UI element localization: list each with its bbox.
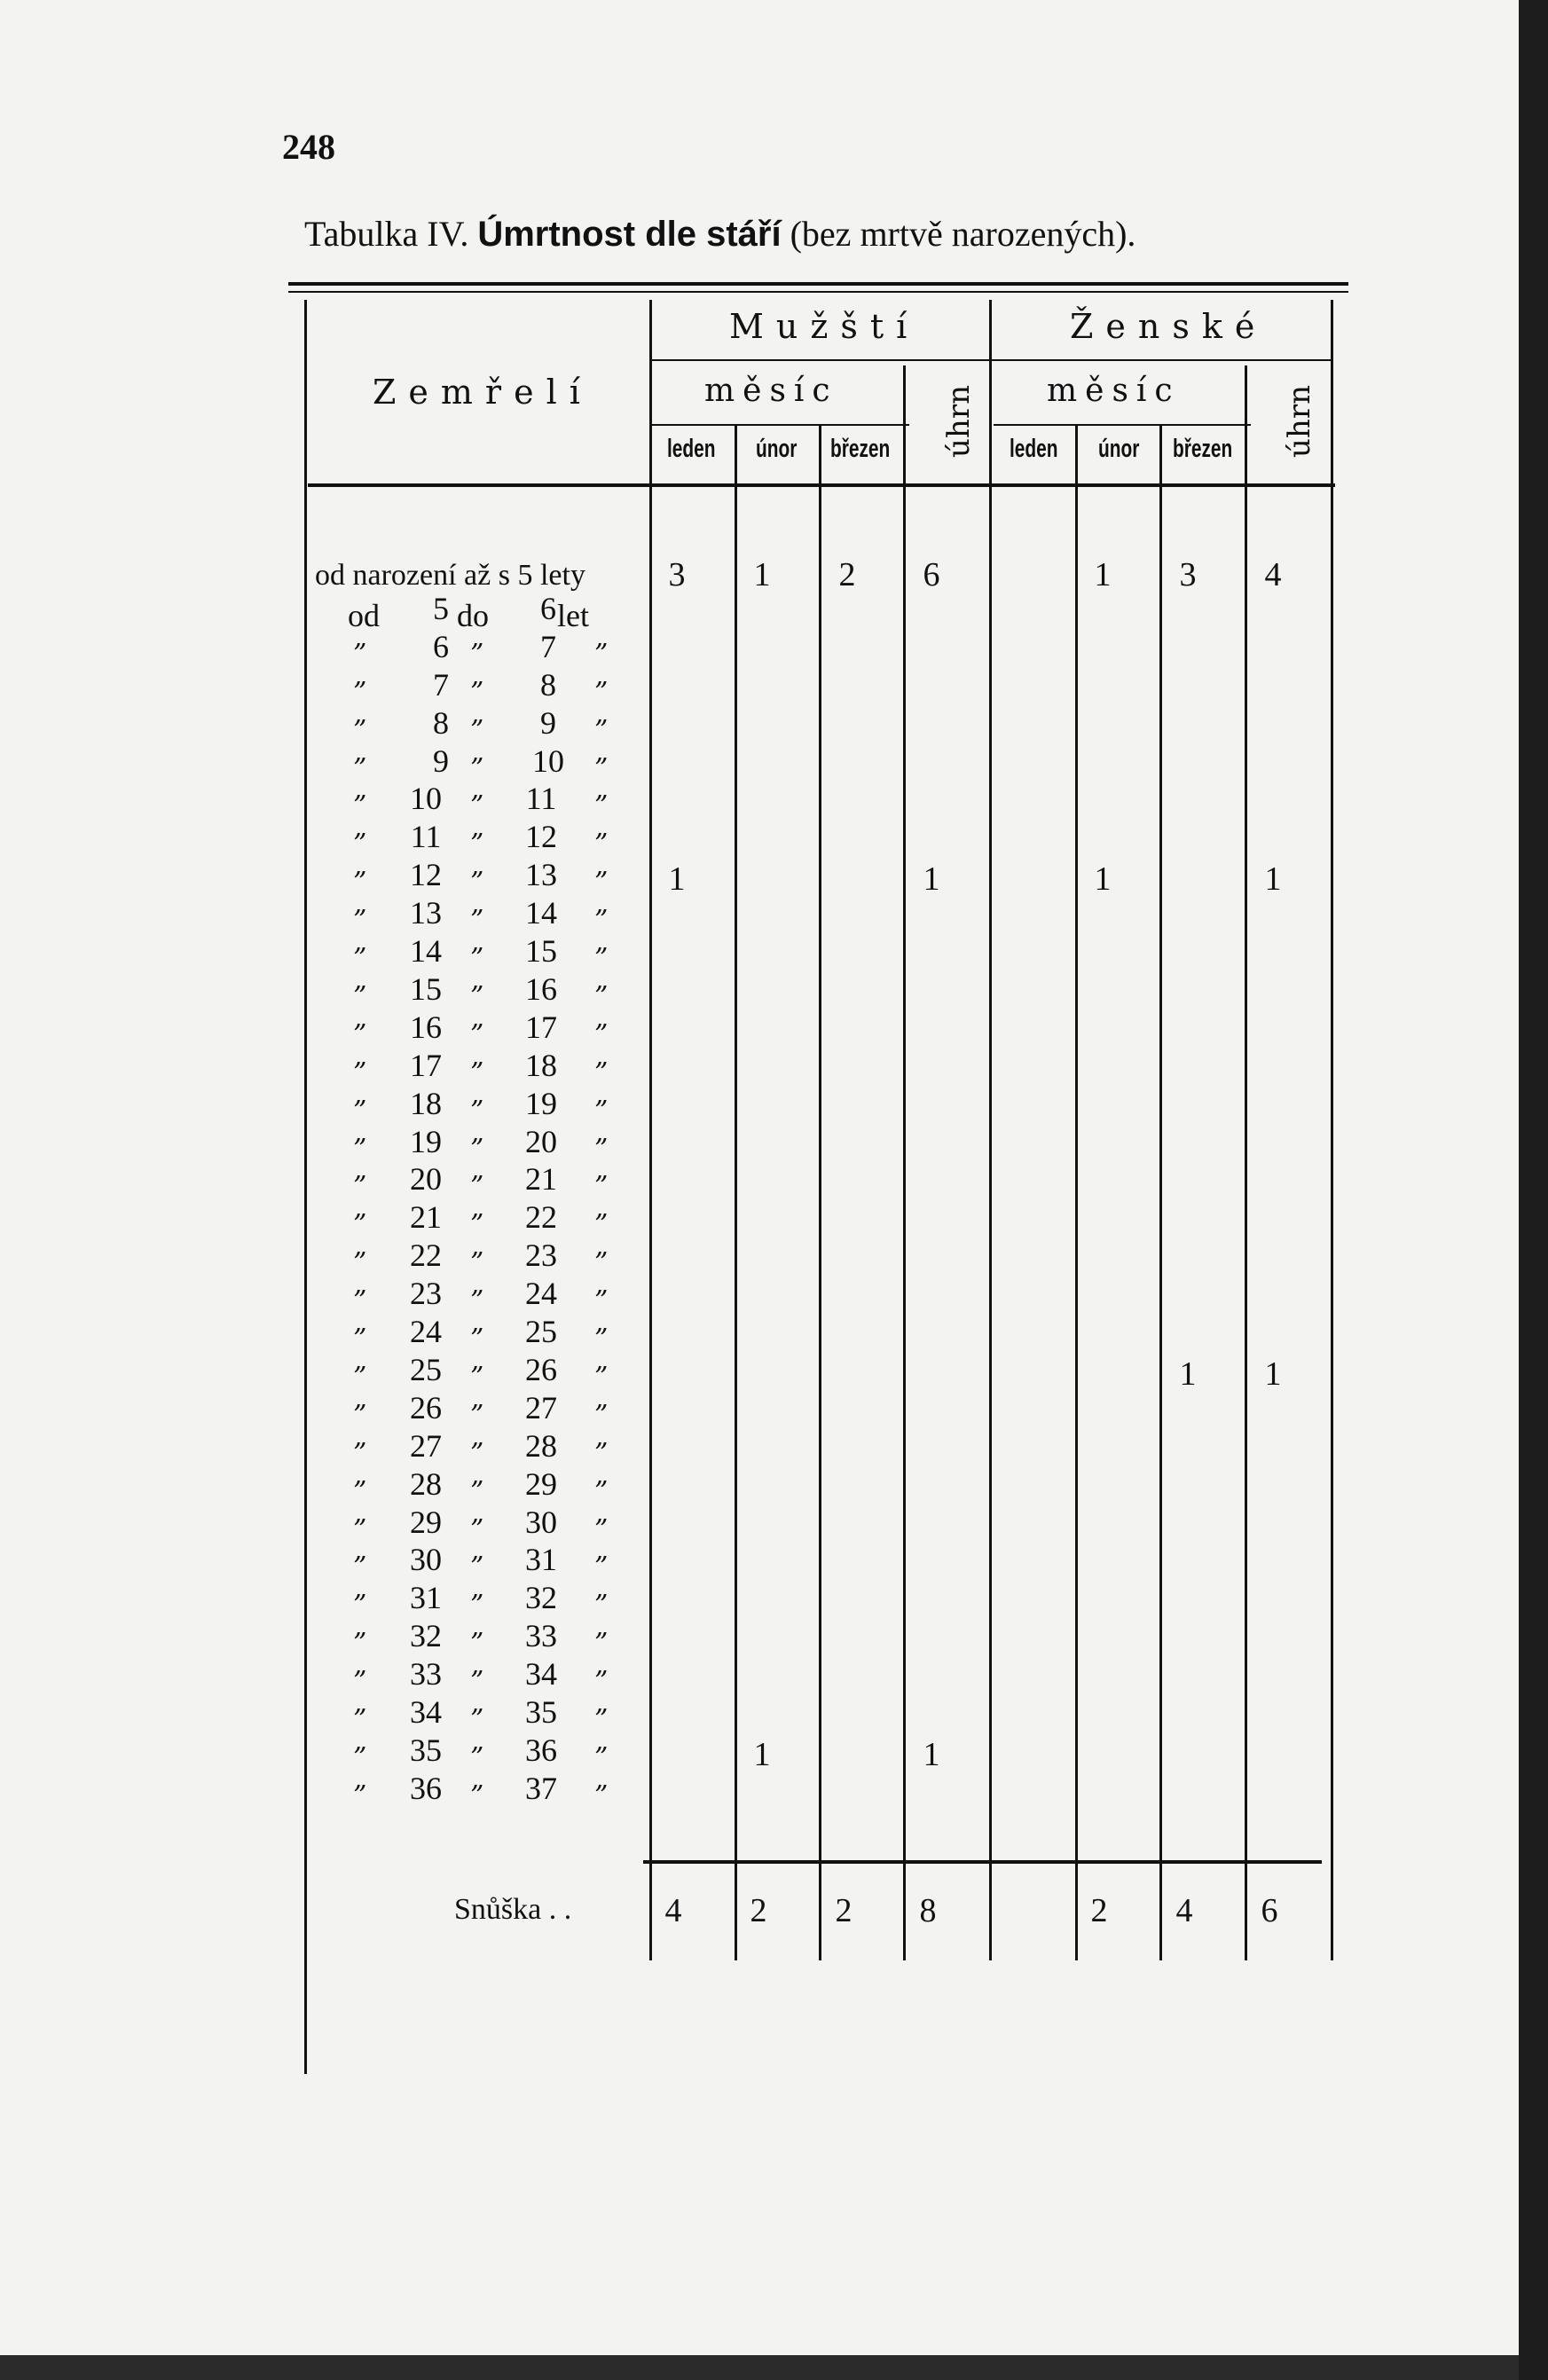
row-ditto-from-13: ” xyxy=(353,1057,367,1088)
cell-r0-c2: 2 xyxy=(838,556,856,593)
row-ditto-from-5: ” xyxy=(353,753,367,784)
row-ditto-unit-30: ” xyxy=(594,1704,609,1735)
row-ditto-from-7: ” xyxy=(353,829,367,860)
header-month-leden-female: leden xyxy=(1010,435,1058,463)
row-ditto-from-20: ” xyxy=(353,1324,367,1355)
row-label-0: od narození až s 5 lety xyxy=(315,559,585,592)
row-from-5: 9 xyxy=(433,743,449,779)
row-ditto-unit-31: ” xyxy=(594,1742,609,1773)
row-ditto-from-26: ” xyxy=(353,1551,367,1583)
row-to-25: 30 xyxy=(525,1504,557,1540)
row-ditto-to-8: ” xyxy=(470,867,484,898)
row-ditto-to-25: ” xyxy=(470,1514,484,1545)
row-ditto-from-29: ” xyxy=(353,1666,367,1697)
row-to-29: 34 xyxy=(525,1656,557,1692)
row-ditto-from-8: ” xyxy=(353,867,367,898)
cell-r8-c3: 1 xyxy=(923,860,940,898)
row-ditto-unit-18: ” xyxy=(594,1247,609,1278)
row-to-15: 20 xyxy=(525,1124,557,1159)
row-ditto-to-21: ” xyxy=(470,1362,484,1393)
header-rule-month-female xyxy=(994,424,1251,426)
total-c0: 4 xyxy=(664,1892,682,1929)
header-row-label: Zemřelí xyxy=(373,373,593,412)
row-from-6: 10 xyxy=(410,781,442,816)
vline-col-6 xyxy=(1159,424,1162,1960)
row-ditto-to-30: ” xyxy=(470,1704,484,1735)
cell-r21-c7: 1 xyxy=(1264,1355,1282,1393)
row-ditto-from-11: ” xyxy=(353,981,367,1012)
vline-col-0 xyxy=(649,300,652,1960)
row-to-13: 18 xyxy=(525,1048,557,1083)
row-from-17: 21 xyxy=(410,1199,442,1235)
row-ditto-from-3: ” xyxy=(353,677,367,708)
row-ditto-from-9: ” xyxy=(353,905,367,936)
row-to-21: 26 xyxy=(525,1352,557,1387)
row-ditto-from-10: ” xyxy=(353,943,367,974)
row-from-31: 35 xyxy=(410,1732,442,1768)
row-ditto-to-22: ” xyxy=(470,1400,484,1431)
row-ditto-to-15: ” xyxy=(470,1134,484,1165)
row-ditto-to-9: ” xyxy=(470,905,484,936)
row-ditto-from-28: ” xyxy=(353,1628,367,1659)
row-from-11: 15 xyxy=(410,971,442,1007)
page-number: 248 xyxy=(282,127,335,167)
row-ditto-to-5: ” xyxy=(470,753,484,784)
row-from-8: 12 xyxy=(410,857,442,892)
row-from-word-1: od xyxy=(348,598,380,633)
vline-col-4 xyxy=(989,300,992,1960)
cell-r8-c7: 1 xyxy=(1264,860,1282,898)
row-from-16: 20 xyxy=(410,1161,442,1197)
title-prefix: Tabulka IV. xyxy=(304,214,469,254)
row-from-2: 6 xyxy=(433,629,449,664)
row-ditto-from-31: ” xyxy=(353,1742,367,1773)
row-ditto-from-14: ” xyxy=(353,1096,367,1127)
title-bold: Úmrtnost dle stáří xyxy=(477,215,782,254)
row-to-27: 32 xyxy=(525,1580,557,1615)
row-ditto-from-23: ” xyxy=(353,1438,367,1469)
row-ditto-from-15: ” xyxy=(353,1134,367,1165)
row-from-22: 26 xyxy=(410,1390,442,1426)
row-to-26: 31 xyxy=(525,1542,557,1577)
header-group-male: Mužští xyxy=(729,307,920,346)
header-rule-month-male xyxy=(652,424,909,426)
row-from-23: 27 xyxy=(410,1428,442,1464)
row-to-word-1: do xyxy=(457,598,489,633)
row-to-1: 6 xyxy=(540,591,556,626)
row-ditto-to-28: ” xyxy=(470,1628,484,1659)
row-ditto-to-2: ” xyxy=(470,639,484,670)
cell-r31-c1: 1 xyxy=(753,1736,771,1773)
row-to-32: 37 xyxy=(525,1771,557,1806)
row-to-10: 15 xyxy=(525,933,557,969)
header-month-brezen-female: březen xyxy=(1173,435,1233,463)
row-ditto-from-25: ” xyxy=(353,1514,367,1545)
header-month-female: měsíc xyxy=(1047,373,1181,409)
row-to-18: 23 xyxy=(525,1237,557,1273)
row-ditto-unit-12: ” xyxy=(594,1019,609,1050)
cell-r0-c6: 3 xyxy=(1179,556,1197,593)
cell-r21-c6: 1 xyxy=(1179,1355,1197,1393)
row-ditto-to-6: ” xyxy=(470,790,484,821)
total-c7: 6 xyxy=(1261,1892,1278,1929)
row-ditto-from-12: ” xyxy=(353,1019,367,1050)
page-edge xyxy=(1519,0,1548,2380)
row-ditto-unit-14: ” xyxy=(594,1096,609,1127)
row-to-5: 10 xyxy=(532,743,564,779)
row-from-10: 14 xyxy=(410,933,442,969)
row-ditto-to-23: ” xyxy=(470,1438,484,1469)
header-month-unor-male: únor xyxy=(756,435,798,463)
title-suffix: (bez mrtvě narozených). xyxy=(790,214,1136,254)
row-ditto-from-4: ” xyxy=(353,715,367,746)
row-ditto-to-4: ” xyxy=(470,715,484,746)
row-ditto-to-20: ” xyxy=(470,1324,484,1355)
row-to-14: 19 xyxy=(525,1086,557,1121)
row-ditto-unit-28: ” xyxy=(594,1628,609,1659)
row-to-20: 25 xyxy=(525,1314,557,1349)
row-from-7: 11 xyxy=(410,819,442,854)
row-to-6: 11 xyxy=(525,781,557,816)
row-ditto-from-30: ” xyxy=(353,1704,367,1735)
row-ditto-unit-3: ” xyxy=(594,677,609,708)
row-ditto-to-11: ” xyxy=(470,981,484,1012)
row-ditto-unit-27: ” xyxy=(594,1590,609,1621)
row-from-12: 16 xyxy=(410,1009,442,1045)
total-c5: 2 xyxy=(1090,1892,1108,1929)
row-ditto-from-21: ” xyxy=(353,1362,367,1393)
row-from-25: 29 xyxy=(410,1504,442,1540)
row-from-20: 24 xyxy=(410,1314,442,1349)
row-ditto-to-29: ” xyxy=(470,1666,484,1697)
row-ditto-unit-5: ” xyxy=(594,753,609,784)
cell-r31-c3: 1 xyxy=(923,1736,940,1773)
header-month-male: měsíc xyxy=(704,373,838,409)
row-to-2: 7 xyxy=(540,629,556,664)
row-ditto-to-31: ” xyxy=(470,1742,484,1773)
row-to-16: 21 xyxy=(525,1161,557,1197)
row-ditto-to-16: ” xyxy=(470,1171,484,1202)
total-c6: 4 xyxy=(1175,1892,1193,1929)
row-to-24: 29 xyxy=(525,1466,557,1502)
table-title xyxy=(304,213,1135,255)
row-ditto-unit-32: ” xyxy=(594,1780,609,1811)
row-from-21: 25 xyxy=(410,1352,442,1387)
row-to-9: 14 xyxy=(525,895,557,931)
header-month-leden-male: leden xyxy=(667,435,716,463)
row-to-22: 27 xyxy=(525,1390,557,1426)
row-from-1: 5 xyxy=(433,591,449,626)
row-to-17: 22 xyxy=(525,1199,557,1235)
totals-rule xyxy=(643,1860,1322,1864)
vline-col-1 xyxy=(735,424,737,1960)
vline-col-5 xyxy=(1075,424,1078,1960)
row-ditto-to-19: ” xyxy=(470,1285,484,1316)
row-ditto-from-18: ” xyxy=(353,1247,367,1278)
row-from-32: 36 xyxy=(410,1771,442,1806)
header-bottom-rule xyxy=(308,483,1335,487)
cell-r0-c5: 1 xyxy=(1094,556,1112,593)
row-ditto-to-27: ” xyxy=(470,1590,484,1621)
row-from-13: 17 xyxy=(410,1048,442,1083)
row-ditto-to-12: ” xyxy=(470,1019,484,1050)
row-to-28: 33 xyxy=(525,1618,557,1653)
row-ditto-to-17: ” xyxy=(470,1209,484,1240)
row-from-3: 7 xyxy=(433,667,449,703)
row-unit-1: let xyxy=(557,598,589,633)
vline-col-3 xyxy=(903,365,906,1960)
row-ditto-to-13: ” xyxy=(470,1057,484,1088)
row-ditto-unit-13: ” xyxy=(594,1057,609,1088)
row-ditto-to-3: ” xyxy=(470,677,484,708)
row-ditto-to-24: ” xyxy=(470,1476,484,1507)
row-ditto-to-10: ” xyxy=(470,943,484,974)
header-rule-group xyxy=(652,359,1332,361)
row-ditto-unit-19: ” xyxy=(594,1285,609,1316)
row-ditto-from-24: ” xyxy=(353,1476,367,1507)
row-from-18: 22 xyxy=(410,1237,442,1273)
row-to-8: 13 xyxy=(525,857,557,892)
cell-r0-c7: 4 xyxy=(1264,556,1282,593)
cell-r0-c3: 6 xyxy=(923,556,940,593)
row-to-11: 16 xyxy=(525,971,557,1007)
row-to-4: 9 xyxy=(540,705,556,741)
row-ditto-unit-4: ” xyxy=(594,715,609,746)
row-from-30: 34 xyxy=(410,1694,442,1730)
row-from-9: 13 xyxy=(410,895,442,931)
row-ditto-to-7: ” xyxy=(470,829,484,860)
row-from-19: 23 xyxy=(410,1276,442,1311)
row-from-27: 31 xyxy=(410,1580,442,1615)
row-ditto-from-17: ” xyxy=(353,1209,367,1240)
header-month-unor-female: únor xyxy=(1098,435,1140,463)
row-ditto-unit-17: ” xyxy=(594,1209,609,1240)
row-to-31: 36 xyxy=(525,1732,557,1768)
header-total-female: úhrn xyxy=(1281,385,1317,458)
row-from-29: 33 xyxy=(410,1656,442,1692)
row-ditto-unit-25: ” xyxy=(594,1514,609,1545)
row-ditto-from-32: ” xyxy=(353,1780,367,1811)
top-rule-thick xyxy=(288,282,1348,286)
total-c2: 2 xyxy=(835,1892,853,1929)
row-ditto-unit-20: ” xyxy=(594,1324,609,1355)
vline-col-7 xyxy=(1245,365,1247,1960)
row-ditto-to-26: ” xyxy=(470,1551,484,1583)
row-ditto-unit-26: ” xyxy=(594,1551,609,1583)
row-ditto-unit-22: ” xyxy=(594,1400,609,1431)
row-ditto-unit-10: ” xyxy=(594,943,609,974)
row-to-23: 28 xyxy=(525,1428,557,1464)
row-ditto-to-18: ” xyxy=(470,1247,484,1278)
row-ditto-to-14: ” xyxy=(470,1096,484,1127)
row-from-15: 19 xyxy=(410,1124,442,1159)
total-c1: 2 xyxy=(750,1892,767,1929)
row-ditto-from-6: ” xyxy=(353,790,367,821)
row-ditto-unit-11: ” xyxy=(594,981,609,1012)
row-ditto-unit-16: ” xyxy=(594,1171,609,1202)
row-ditto-unit-9: ” xyxy=(594,905,609,936)
row-to-3: 8 xyxy=(540,667,556,703)
cell-r0-c1: 1 xyxy=(753,556,771,593)
row-ditto-from-2: ” xyxy=(353,639,367,670)
vline-col-2 xyxy=(819,424,821,1960)
row-ditto-from-19: ” xyxy=(353,1285,367,1316)
row-to-30: 35 xyxy=(525,1694,557,1730)
row-from-24: 28 xyxy=(410,1466,442,1502)
row-ditto-from-16: ” xyxy=(353,1171,367,1202)
row-ditto-unit-15: ” xyxy=(594,1134,609,1165)
row-to-7: 12 xyxy=(525,819,557,854)
row-from-14: 18 xyxy=(410,1086,442,1121)
row-to-12: 17 xyxy=(525,1009,557,1045)
row-from-4: 8 xyxy=(433,705,449,741)
cell-r8-c5: 1 xyxy=(1094,860,1112,898)
vline-col-8 xyxy=(1331,300,1333,1960)
row-ditto-unit-29: ” xyxy=(594,1666,609,1697)
row-ditto-unit-8: ” xyxy=(594,867,609,898)
row-ditto-to-32: ” xyxy=(470,1780,484,1811)
row-ditto-unit-2: ” xyxy=(594,639,609,670)
row-ditto-unit-23: ” xyxy=(594,1438,609,1469)
row-ditto-unit-7: ” xyxy=(594,829,609,860)
cell-r0-c0: 3 xyxy=(668,556,686,593)
row-ditto-from-22: ” xyxy=(353,1400,367,1431)
vline-left xyxy=(304,300,307,2074)
total-c3: 8 xyxy=(919,1892,937,1929)
totals-label: Snůška . . xyxy=(454,1893,572,1926)
row-from-28: 32 xyxy=(410,1618,442,1653)
row-from-26: 30 xyxy=(410,1542,442,1577)
header-month-brezen-male: březen xyxy=(830,435,891,463)
row-ditto-unit-21: ” xyxy=(594,1362,609,1393)
cell-r8-c0: 1 xyxy=(668,860,686,898)
top-rule-thin xyxy=(288,291,1348,293)
row-ditto-unit-6: ” xyxy=(594,790,609,821)
header-group-female: Ženské xyxy=(1070,307,1268,346)
header-total-male: úhrn xyxy=(940,385,977,458)
row-to-19: 24 xyxy=(525,1276,557,1311)
row-ditto-unit-24: ” xyxy=(594,1476,609,1507)
row-ditto-from-27: ” xyxy=(353,1590,367,1621)
